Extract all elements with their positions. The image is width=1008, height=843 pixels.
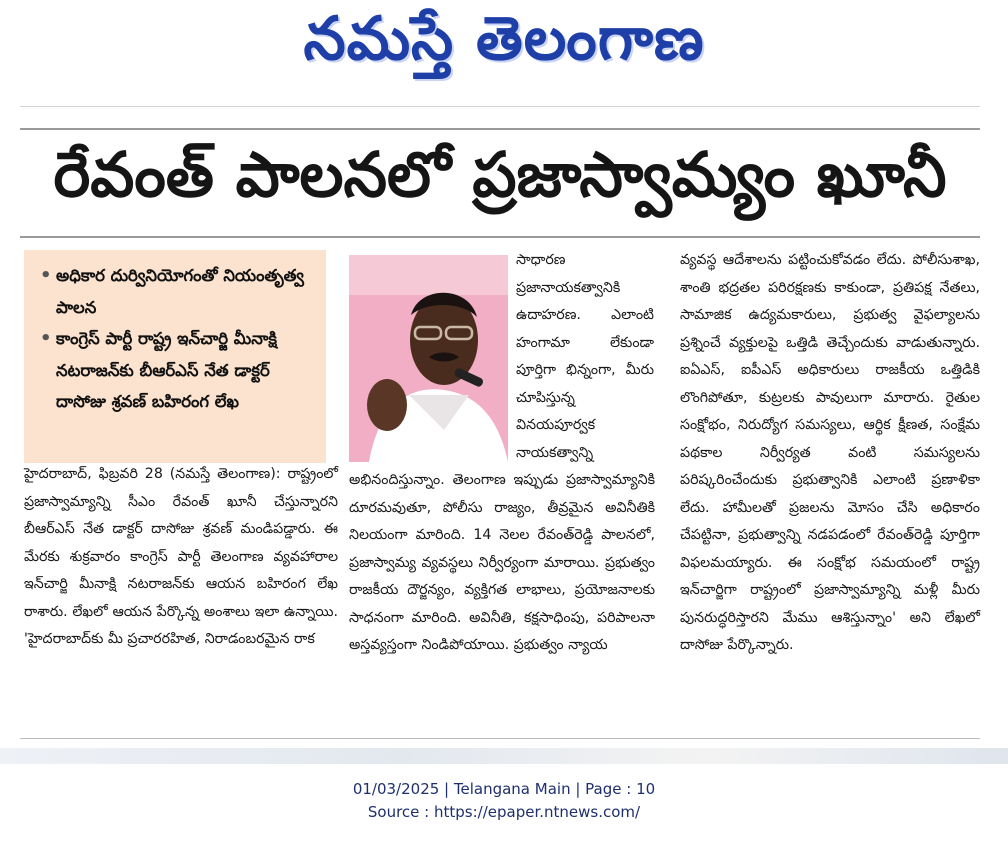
next-article-strip (0, 748, 1008, 764)
highlight-text: అధికార దుర్వినియోగంతో నియంతృత్వ పాలన (56, 266, 304, 317)
masthead (0, 0, 1008, 92)
bullet-icon: • (40, 265, 52, 286)
highlights-box (24, 250, 326, 463)
article-column-2: అభినందిస్తున్నాం. తెలంగాణ ఇప్పుడు ప్రజాస్వామ్యానికి దూరమవుతూ, పోలీసు రాజ్యం, తీవ్రమైన అవినీతికి నిలయంగా మారింది. 14 నెలల రేవంత్‌రెడ్డి పాలనలో, ప్రజాస్వామ్య వ్యవస్థలు నిర్వీర్యంగా మారాయి. ప్రభుత్వం రాజకీయ దౌర్జన్యం, వ్యక్తిగత లాభాలు, ప్రయోజనాలకు సాధనంగా మారింది. అవినీతి, కక్షసాధింపు, పరిపాలనా అస్తవ్యస్తంగా నిండిపోయాయి. ప్రభుత్వం న్యాయ (349, 472, 655, 653)
highlight-text: కాంగ్రెస్ పార్టీ రాష్ట్ర ఇన్‌చార్జి మీనాక్షి నటరాజన్‌కు బీఆర్‌ఎస్ నేత డాక్టర్ దాసోజు శ్రవణ్ బహిరంగ లేఖ (56, 329, 278, 411)
person-photo-icon (349, 255, 508, 462)
article-headline: రేవంత్ పాలనలో ప్రజాస్వామ్యం ఖూనీ (53, 138, 947, 211)
newspaper-logo: నమస్తే తెలంగాణ (303, 4, 705, 74)
headline-bottom-rule (20, 236, 980, 238)
footer-source[interactable]: Source : https://epaper.ntnews.com/ (367, 803, 641, 821)
highlight-item (40, 323, 316, 418)
footer-edition-info: 01/03/2025 | Telangana Main | Page : 10 (352, 780, 656, 798)
article-bottom-rule (20, 738, 980, 739)
top-strip (20, 96, 980, 107)
headline-top-rule (20, 128, 980, 130)
article-column-3: వ్యవస్థ ఆదేశాలను పట్టించుకోవడం లేదు. పోలీసుశాఖ, శాంతి భద్రతల పరిరక్షణకు కాకుండా, ప్రతిపక్ష నేతలు, సామాజిక ఉద్యమకారులు, ప్రభుత్వ వైఫల్యాలను ప్రశ్నించే వ్యక్తులపై ఒత్తిడి తెచ్చేందుకు వాడుతున్నారు. ఐఏఎస్, ఐపీఎస్ అధికారులు రాజకీయ ఒత్తిడికి లొంగిపోతూ, కుట్రలకు పావులుగా మారారు. రైతుల సంక్షోభం, నిరుద్యోగ సమస్యలు, ఆర్థిక క్షీణత, సంక్షేమ పథకాల నిర్వీర్యత వంటి సమస్యలను పరిష్కరించేందుకు ప్రభుత్వానికి ఎలాంటి ప్రణాళికా లేదు. హామీలతో ప్రజలను మోసం చేసి అధికారం చేపట్టినా, ప్రభుత్వాన్ని నడపడంలో రేవంత్‌రెడ్డి పూర్తిగా విఫలమయ్యారు. ఈ సంక్షోభ సమయంలో రాష్ట్ర ఇన్‌చార్జిగా రాష్ట్రంలో ప్రజాస్వామ్యాన్ని మళ్లీ మీరు పునరుద్ధరిస్తారని మేము ఆశిస్తున్నాం' అని లేఖలో దాసోజు పేర్కొన్నారు. (680, 252, 980, 653)
article-column-2-top: సాధారణ ప్రజానాయకత్వానికి ఉదాహరణ. ఎలాంటి హంగామా లేకుండా పూర్తిగా భిన్నంగా, మీరు చూపిస్తున్న వినయపూర్వక నాయకత్వాన్ని (516, 252, 654, 461)
page-footer (0, 778, 1008, 824)
highlight-item (40, 260, 316, 323)
bullet-icon: • (40, 328, 52, 349)
article-column-1: హైదరాబాద్, ఫిబ్రవరి 28 (నమస్తే తెలంగాణ): రాష్ట్రంలో ప్రజాస్వామ్యాన్ని సీఎం రేవంత్ ఖూనీ చేస్తున్నారని బీఆర్‌ఎస్ నేత డాక్టర్ దాసోజు శ్రవణ్ మండిపడ్డారు. ఈ మేరకు శుక్రవారం కాంగ్రెస్ పార్టీ తెలంగాణ వ్యవహారాల ఇన్‌చార్జి మీనాక్షి నటరాజన్‌కు ఆయన బహిరంగ లేఖ రాశారు. లేఖలో ఆయన పేర్కొన్న అంశాలు ఇలా ఉన్నాయి. 'హైదరాబాద్‌కు మీ ప్రచారరహిత, నిరాడంబరమైన రాక (24, 466, 338, 647)
author-photo (349, 255, 508, 462)
